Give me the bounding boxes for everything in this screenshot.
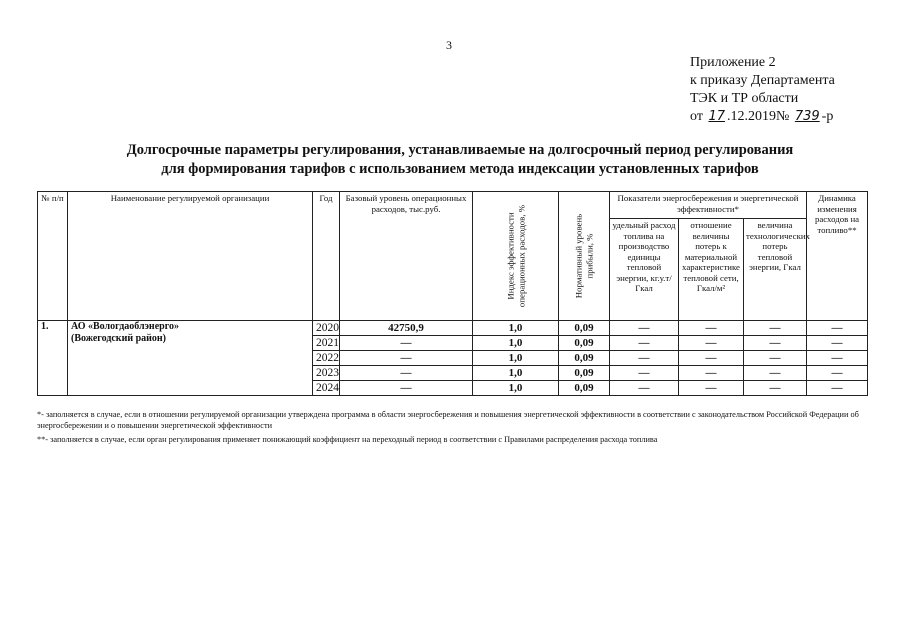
org-district: (Вожегодский район) bbox=[71, 333, 167, 344]
header-energy-group: Показатели энергосбережения и энергетической эффективности* bbox=[610, 192, 807, 219]
ratio-cell: — bbox=[679, 336, 744, 351]
header-base-level: Базовый уровень операционных расходов, тыс.руб. bbox=[340, 192, 473, 321]
org-number: 1. bbox=[38, 321, 68, 396]
dynamics-cell: — bbox=[807, 366, 868, 381]
dynamics-cell: — bbox=[807, 321, 868, 336]
header-tech-losses: величина технологических потерь тепловой энергии, Гкал bbox=[744, 219, 807, 321]
index-cell: 1,0 bbox=[473, 381, 559, 396]
profit-cell: 0,09 bbox=[559, 351, 610, 366]
year-cell: 2024 bbox=[313, 381, 340, 396]
title-line-2: для формирования тарифов с использованием метода индексации установленных тарифов bbox=[161, 161, 759, 177]
index-cell: 1,0 bbox=[473, 336, 559, 351]
title-line-1: Долгосрочные параметры регулирования, устанавливаемые на долгосрочный период регулирования bbox=[126, 142, 794, 158]
parameters-table bbox=[37, 191, 868, 396]
fuel-cell: — bbox=[610, 321, 679, 336]
footnote-2: **- заполняется в случае, если орган регулирования применяет понижающий коэффициент на переходный период в соответствии с Правилами распределения расхода топлива bbox=[37, 435, 658, 444]
appendix-line-1: Приложение 2 bbox=[690, 55, 776, 70]
ratio-cell: — bbox=[679, 366, 744, 381]
appendix-date-line bbox=[690, 108, 835, 126]
losses-cell: — bbox=[744, 366, 807, 381]
org-name: АО «Вологдаоблэнерго» bbox=[71, 321, 179, 332]
header-profit-level: Нормативный уровень прибыли, % bbox=[559, 192, 610, 321]
fuel-cell: — bbox=[610, 366, 679, 381]
dynamics-cell: — bbox=[807, 381, 868, 396]
profit-cell: 0,09 bbox=[559, 321, 610, 336]
index-cell: 1,0 bbox=[473, 366, 559, 381]
index-cell: 1,0 bbox=[473, 351, 559, 366]
date-day-handwritten: 17 bbox=[708, 109, 725, 124]
page-number: 3 bbox=[446, 38, 452, 52]
profit-cell: 0,09 bbox=[559, 366, 610, 381]
appendix-line-3: ТЭК и ТР области bbox=[690, 91, 799, 106]
losses-cell: — bbox=[744, 381, 807, 396]
year-cell: 2023 bbox=[313, 366, 340, 381]
dynamics-cell: — bbox=[807, 351, 868, 366]
losses-cell: — bbox=[744, 351, 807, 366]
year-cell: 2020 bbox=[313, 321, 340, 336]
footnote-1: *- заполняется в случае, если в отношении регулируемой организации утверждена программа в области энергосбережения и повышения энергетической эффективности в соответствии с законодательством Российской Федерации об энергосбережении и о повышении энергетической эффективности bbox=[37, 410, 859, 430]
ratio-cell: — bbox=[679, 351, 744, 366]
fuel-cell: — bbox=[610, 351, 679, 366]
dynamics-cell: — bbox=[807, 336, 868, 351]
profit-cell: 0,09 bbox=[559, 381, 610, 396]
base-cell: 42750,9 bbox=[340, 321, 473, 336]
appendix-block bbox=[690, 54, 835, 126]
base-cell: — bbox=[340, 351, 473, 366]
header-year: Год bbox=[313, 192, 340, 321]
fuel-cell: — bbox=[610, 381, 679, 396]
header-num: № п/п bbox=[38, 192, 68, 321]
base-cell: — bbox=[340, 366, 473, 381]
header-fuel-rate: удельный расход топлива на производство единицы тепловой энергии, кг.у.т/Гкал bbox=[610, 219, 679, 321]
appendix-line-2: к приказу Департамента bbox=[690, 73, 835, 88]
index-cell: 1,0 bbox=[473, 321, 559, 336]
date-rest: .12.2019№ bbox=[726, 109, 790, 124]
order-suffix: -р bbox=[821, 109, 834, 124]
header-fuel-dynamics: Динамика изменения расходов на топливо** bbox=[807, 192, 868, 321]
header-row-1 bbox=[38, 192, 868, 219]
losses-cell: — bbox=[744, 336, 807, 351]
date-prefix: от bbox=[690, 109, 703, 124]
profit-cell: 0,09 bbox=[559, 336, 610, 351]
ratio-cell: — bbox=[679, 381, 744, 396]
base-cell: — bbox=[340, 381, 473, 396]
header-loss-ratio: отношение величины потерь к материальной характеристике тепловой сети, Гкал/м² bbox=[679, 219, 744, 321]
header-org: Наименование регулируемой организации bbox=[68, 192, 313, 321]
org-name-cell bbox=[68, 321, 313, 396]
table-row bbox=[38, 321, 868, 336]
document-title bbox=[80, 141, 840, 179]
header-efficiency-index: Индекс эффективности операционных расходов, % bbox=[473, 192, 559, 321]
ratio-cell: — bbox=[679, 321, 744, 336]
year-cell: 2021 bbox=[313, 336, 340, 351]
losses-cell: — bbox=[744, 321, 807, 336]
fuel-cell: — bbox=[610, 336, 679, 351]
order-number-handwritten: 739 bbox=[794, 109, 820, 124]
base-cell: — bbox=[340, 336, 473, 351]
year-cell: 2022 bbox=[313, 351, 340, 366]
